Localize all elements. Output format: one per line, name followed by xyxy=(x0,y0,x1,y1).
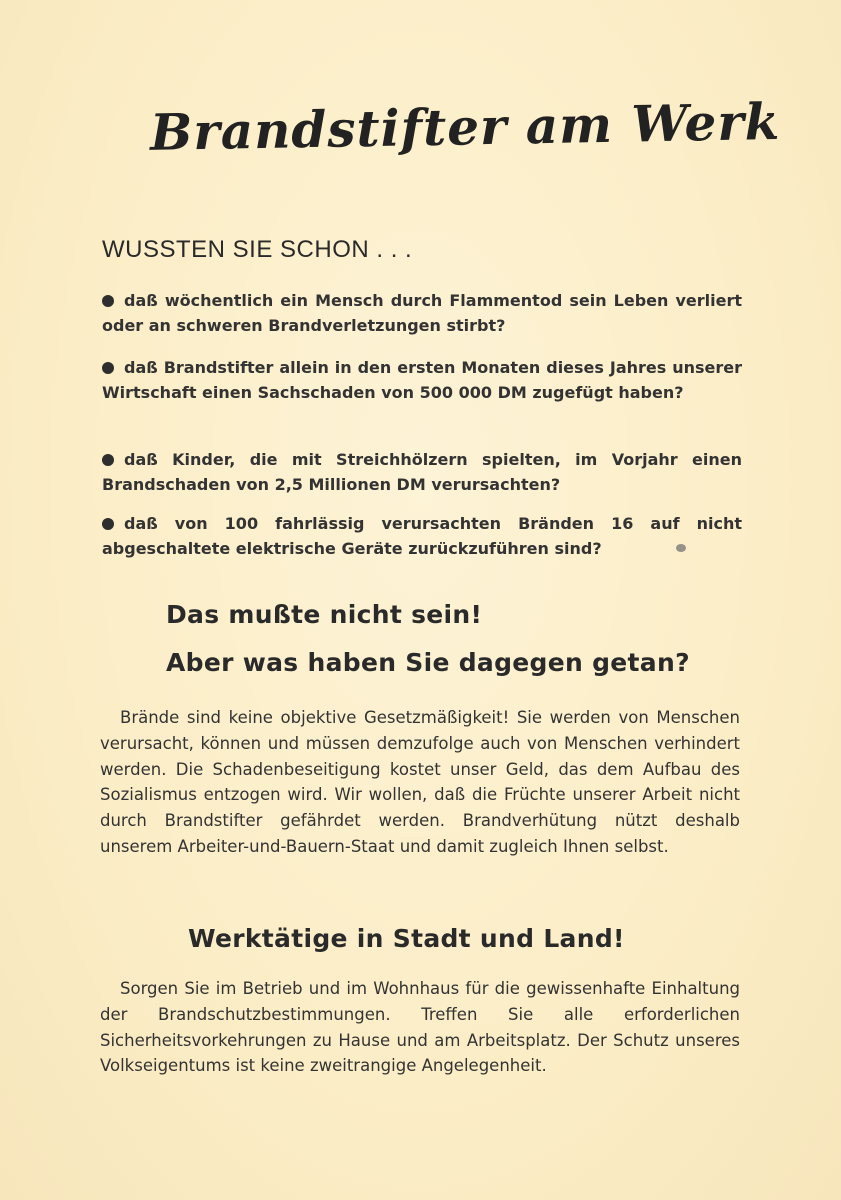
bullet-icon xyxy=(102,362,114,374)
fact-item-2 xyxy=(102,355,742,405)
heading-workers: Werktätige in Stadt und Land! xyxy=(188,924,625,953)
bullet-icon xyxy=(102,454,114,466)
fact-text: daß wöchentlich ein Mensch durch Flammentod sein Leben verliert oder an schweren Brandverletzungen stirbt? xyxy=(102,291,742,335)
heading-what-done: Aber was haben Sie dagegen getan? xyxy=(166,648,690,677)
intro-heading: WUSSTEN SIE SCHON . . . xyxy=(102,236,413,263)
fact-text: daß von 100 fahrlässig verursachten Bränden 16 auf nicht abgeschaltete elektrische Geräte zurückzuführen sind? xyxy=(102,514,742,558)
fact-text: daß Kinder, die mit Streichhölzern spielten, im Vorjahr einen Brandschaden von 2,5 Millionen DM verursachten? xyxy=(102,450,742,494)
flyer-title: Brandstifter am Werk xyxy=(149,91,781,162)
fact-text: daß Brandstifter allein in den ersten Monaten dieses Jahres unserer Wirtschaft einen Sachschaden von 500 000 DM zugefügt haben? xyxy=(102,358,742,402)
bullet-icon xyxy=(102,295,114,307)
bullet-icon xyxy=(102,518,114,530)
fact-item-4 xyxy=(102,511,742,561)
fact-item-3 xyxy=(102,447,742,497)
body-paragraph-1: Brände sind keine objektive Gesetzmäßigkeit! Sie werden von Menschen verursacht, können und müssen demzufolge auch von Menschen verhindert werden. Die Schadenbeseitigung kostet unser Geld, das dem Aufbau des Sozialismus entzogen wird. Wir wollen, daß die Früchte unserer Arbeit nicht durch Brandstifter gefährdet werden. Brandverhütung nützt deshalb unserem Arbeiter-und-Bauern-Staat und damit zugleich Ihnen selbst. xyxy=(100,708,740,856)
body-paragraph-2: Sorgen Sie im Betrieb und im Wohnhaus für die gewissenhafte Einhaltung der Brandschutzbestimmungen. Treffen Sie alle erforderlichen Sicherheitsvorkehrungen zu Hause und am Arbeitsplatz. Der Schutz unseres Volkseigentums ist keine zweitrangige Angelegenheit. xyxy=(100,979,740,1076)
ink-speck xyxy=(676,544,686,552)
heading-not-necessary: Das mußte nicht sein! xyxy=(166,600,483,629)
fact-item-1 xyxy=(102,288,742,338)
